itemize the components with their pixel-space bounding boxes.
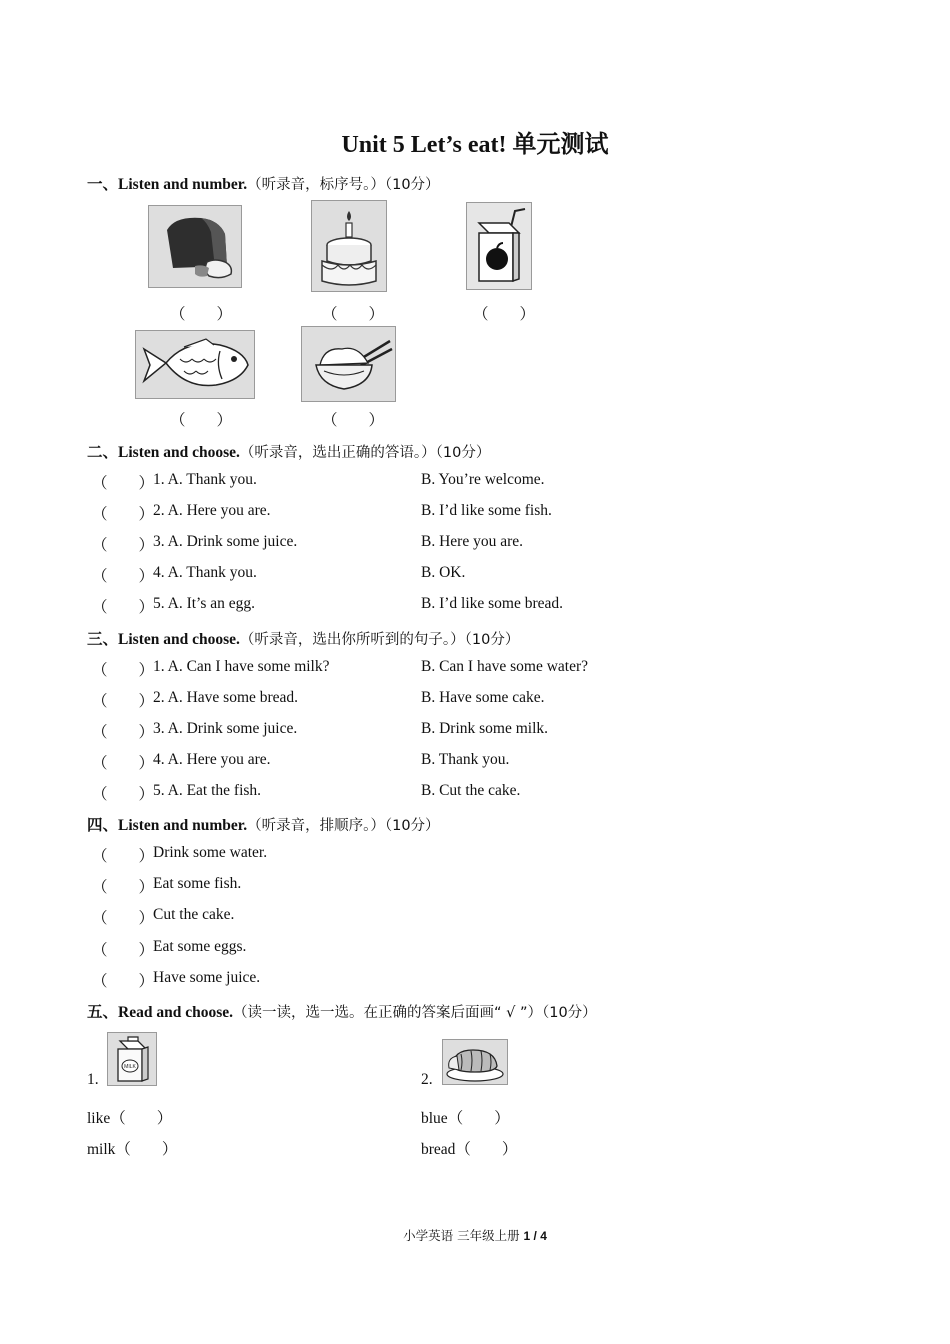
page-number: 1 / 4 bbox=[523, 1229, 547, 1243]
section-title-cn: （读一读，选一选。在正确的答案后面画“ √ ”）（10分） bbox=[233, 1005, 597, 1021]
section-title-en: Listen and number. bbox=[118, 817, 248, 834]
option-b: B. Cut the cake. bbox=[421, 782, 521, 799]
section-title-cn: （听录音，标序号。）（10分） bbox=[247, 177, 440, 193]
choice-blank[interactable]: （ ） bbox=[110, 1110, 173, 1127]
answer-paren[interactable]: （ ） bbox=[92, 724, 155, 741]
page-footer bbox=[0, 1226, 950, 1244]
answer-paren[interactable]: （ ） bbox=[92, 755, 155, 772]
sentence-item: Cut the cake. bbox=[153, 906, 235, 923]
cake-image bbox=[311, 200, 387, 292]
juice-image bbox=[466, 202, 532, 290]
option-a: 3. A. Drink some juice. bbox=[153, 533, 298, 550]
sentence-item: Drink some water. bbox=[153, 844, 268, 861]
option-b: B. OK. bbox=[421, 564, 466, 581]
choice-option[interactable] bbox=[87, 1137, 177, 1159]
section-4-heading bbox=[87, 813, 440, 835]
question-number: 1. bbox=[87, 1071, 99, 1088]
choice-option[interactable] bbox=[421, 1106, 510, 1128]
answer-blank-3[interactable]: （ ） bbox=[473, 306, 536, 323]
option-a: 5. A. It’s an egg. bbox=[153, 595, 256, 612]
option-a: 1. A. Thank you. bbox=[153, 471, 257, 488]
section-number: 一、 bbox=[87, 176, 119, 193]
choice-option[interactable] bbox=[87, 1106, 172, 1128]
choice-word: like bbox=[87, 1110, 111, 1127]
choice-blank[interactable]: （ ） bbox=[455, 1141, 518, 1158]
answer-paren[interactable]: （ ） bbox=[92, 537, 155, 554]
section-title-cn: （听录音，选出正确的答语。）（10分） bbox=[239, 445, 491, 461]
answer-paren[interactable]: （ ） bbox=[92, 693, 155, 710]
answer-paren[interactable]: （ ） bbox=[92, 910, 155, 927]
section-5-heading bbox=[87, 1000, 597, 1022]
question-number: 2. bbox=[421, 1071, 433, 1088]
answer-paren[interactable]: （ ） bbox=[92, 879, 155, 896]
answer-blank-2[interactable]: （ ） bbox=[322, 306, 385, 323]
answer-paren[interactable]: （ ） bbox=[92, 662, 155, 679]
option-b: B. I’d like some bread. bbox=[421, 595, 564, 612]
option-a: 2. A. Have some bread. bbox=[153, 689, 299, 706]
rice-image bbox=[301, 326, 396, 402]
option-b: B. Drink some milk. bbox=[421, 720, 549, 737]
section-1-heading bbox=[87, 172, 440, 194]
footer-text: 小学英语 三年级上册 bbox=[403, 1228, 524, 1243]
bread-plate-image bbox=[442, 1039, 508, 1085]
section-number: 三、 bbox=[87, 631, 119, 648]
option-b: B. Have some cake. bbox=[421, 689, 545, 706]
option-a: 2. A. Here you are. bbox=[153, 502, 271, 519]
section-number: 四、 bbox=[87, 817, 119, 834]
choice-word: milk bbox=[87, 1141, 116, 1158]
answer-paren[interactable]: （ ） bbox=[92, 506, 155, 523]
answer-paren[interactable]: （ ） bbox=[92, 786, 155, 803]
page-title: Unit 5 Let’s eat! 单元测试 bbox=[341, 132, 609, 158]
answer-paren[interactable]: （ ） bbox=[92, 942, 155, 959]
section-number: 二、 bbox=[87, 444, 119, 461]
section-title-en: Listen and choose. bbox=[118, 631, 240, 648]
option-a: 4. A. Thank you. bbox=[153, 564, 257, 581]
option-b: B. Here you are. bbox=[421, 533, 523, 550]
section-number: 五、 bbox=[87, 1004, 119, 1021]
option-a: 1. A. Can I have some milk? bbox=[153, 658, 330, 675]
choice-word: bread bbox=[421, 1141, 456, 1158]
answer-blank-4[interactable]: （ ） bbox=[170, 412, 233, 429]
sentence-item: Eat some fish. bbox=[153, 875, 242, 892]
answer-paren[interactable]: （ ） bbox=[92, 973, 155, 990]
answer-paren[interactable]: （ ） bbox=[92, 848, 155, 865]
choice-word: blue bbox=[421, 1110, 448, 1127]
choice-option[interactable] bbox=[421, 1137, 517, 1159]
option-b: B. I’d like some fish. bbox=[421, 502, 552, 519]
answer-paren[interactable]: （ ） bbox=[92, 599, 155, 616]
section-title-cn: （听录音，选出你所听到的句子。）（10分） bbox=[239, 632, 520, 648]
section-title-en: Listen and choose. bbox=[118, 444, 240, 461]
fish-image bbox=[135, 330, 255, 399]
milk-carton-label: MILK bbox=[124, 1064, 136, 1070]
option-a: 4. A. Here you are. bbox=[153, 751, 271, 768]
sentence-item: Have some juice. bbox=[153, 969, 261, 986]
option-a: 3. A. Drink some juice. bbox=[153, 720, 298, 737]
sentence-item: Eat some eggs. bbox=[153, 938, 247, 955]
milk-carton-image bbox=[107, 1032, 157, 1086]
section-2-heading bbox=[87, 440, 490, 462]
answer-blank-5[interactable]: （ ） bbox=[322, 412, 385, 429]
section-title-en: Read and choose. bbox=[118, 1004, 233, 1021]
option-a: 5. A. Eat the fish. bbox=[153, 782, 262, 799]
answer-blank-1[interactable]: （ ） bbox=[170, 306, 233, 323]
section-title-cn: （听录音，排顺序。）（10分） bbox=[247, 818, 440, 834]
section-title-en: Listen and number. bbox=[118, 176, 248, 193]
option-b: B. Can I have some water? bbox=[421, 658, 588, 675]
answer-paren[interactable]: （ ） bbox=[92, 568, 155, 585]
option-b: B. Thank you. bbox=[421, 751, 510, 768]
choice-blank[interactable]: （ ） bbox=[447, 1110, 510, 1127]
bread-image bbox=[148, 205, 242, 288]
choice-blank[interactable]: （ ） bbox=[115, 1141, 178, 1158]
option-b: B. You’re welcome. bbox=[421, 471, 545, 488]
answer-paren[interactable]: （ ） bbox=[92, 475, 155, 492]
section-3-heading bbox=[87, 627, 519, 649]
